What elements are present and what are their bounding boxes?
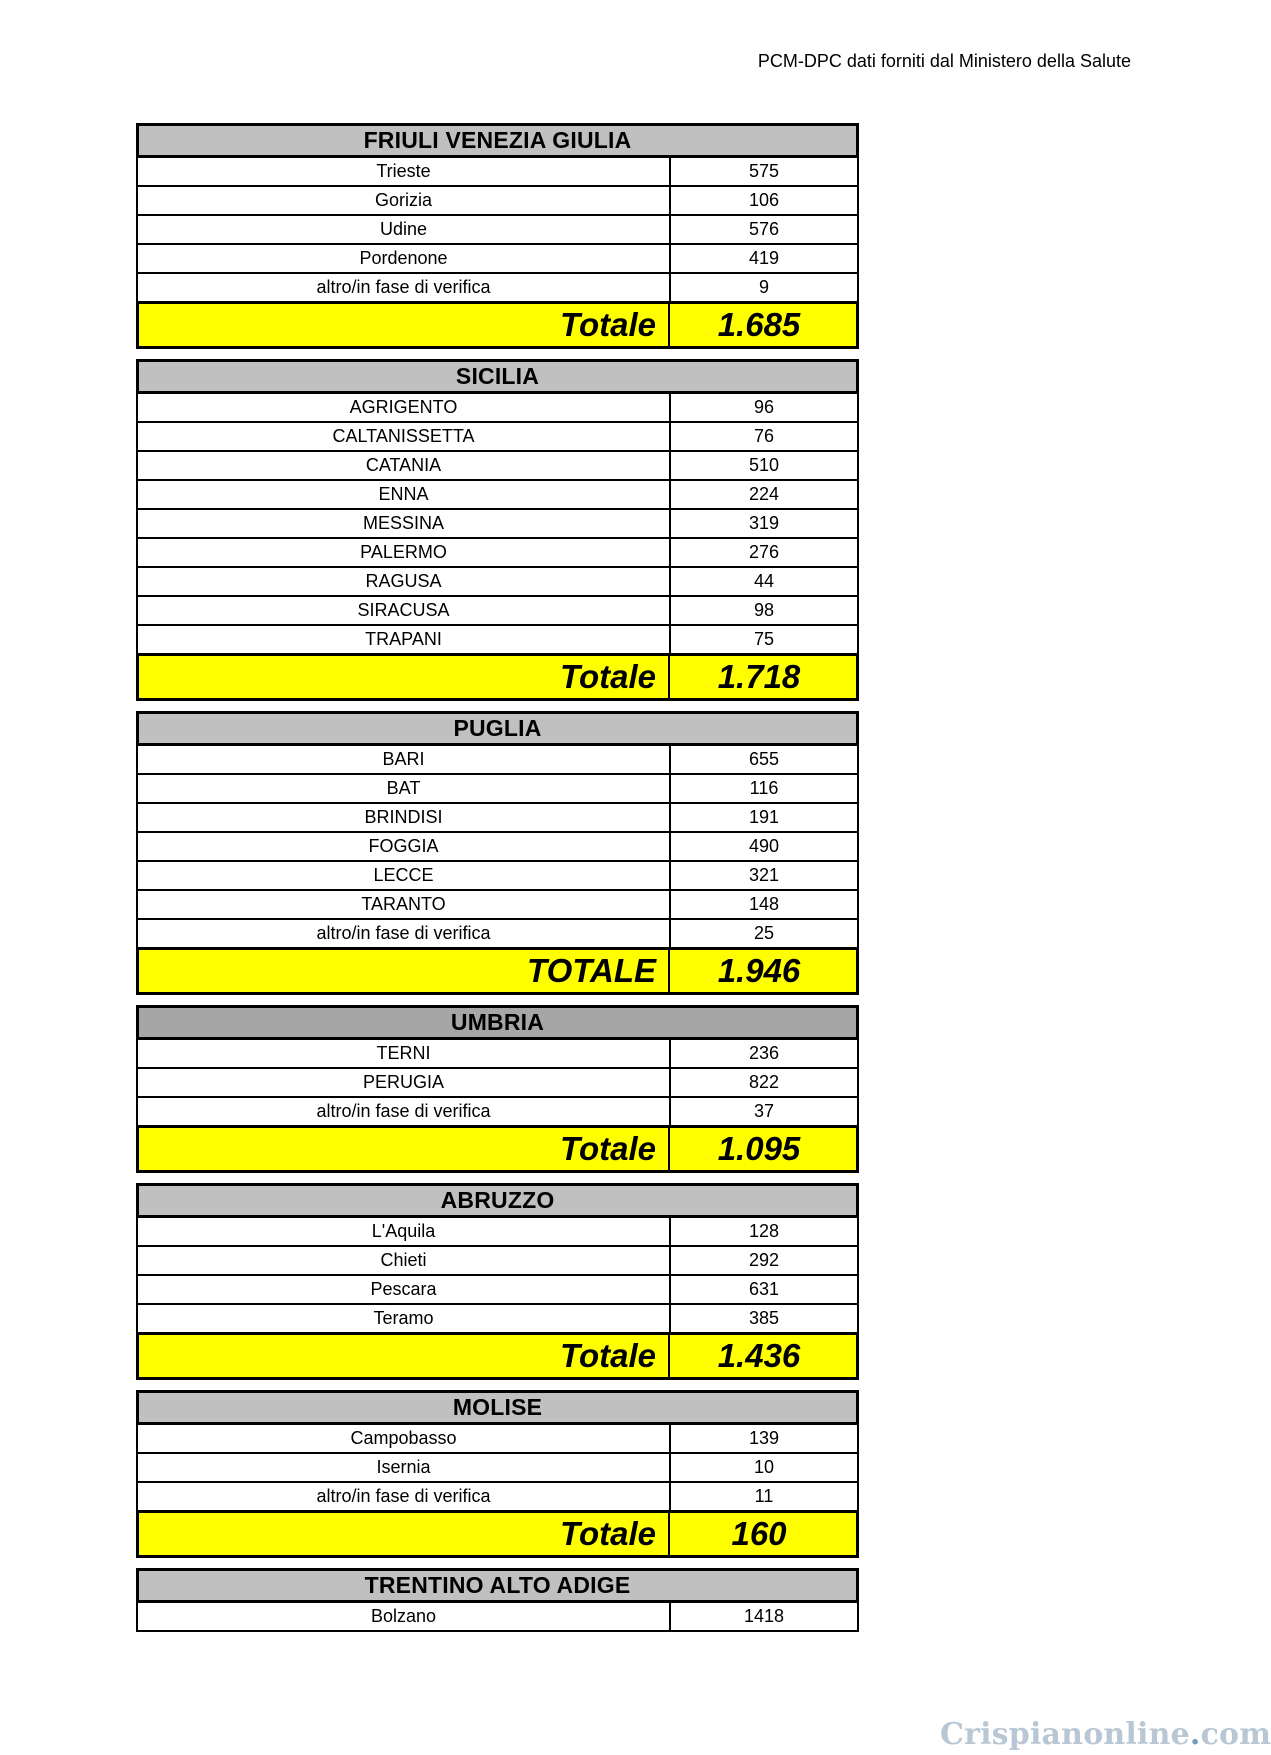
province-name: BRINDISI	[138, 804, 671, 831]
province-name: Udine	[138, 216, 671, 243]
total-value: 1.718	[717, 658, 801, 695]
province-name: Campobasso	[138, 1425, 671, 1452]
total-label: TOTALE	[139, 950, 670, 992]
region-header: FRIULI VENEZIA GIULIA	[136, 123, 859, 158]
province-name: Isernia	[138, 1454, 671, 1481]
province-name: AGRIGENTO	[138, 394, 671, 421]
table-row	[136, 216, 859, 245]
case-count: 10	[753, 1457, 775, 1477]
case-count: 96	[753, 397, 775, 417]
province-name: PERUGIA	[138, 1069, 671, 1096]
case-count: 631	[748, 1279, 780, 1299]
region-header: UMBRIA	[136, 1005, 859, 1040]
province-name: Gorizia	[138, 187, 671, 214]
case-count: 75	[753, 629, 775, 649]
table-row	[136, 775, 859, 804]
region-header: ABRUZZO	[136, 1183, 859, 1218]
table-row	[136, 1247, 859, 1276]
province-name: ENNA	[138, 481, 671, 508]
table-row	[136, 1425, 859, 1454]
total-label: Totale	[139, 656, 670, 698]
table-row	[136, 187, 859, 216]
province-name: FOGGIA	[138, 833, 671, 860]
case-count: 321	[748, 865, 780, 885]
province-name: RAGUSA	[138, 568, 671, 595]
case-count: 319	[748, 513, 780, 533]
province-name: MESSINA	[138, 510, 671, 537]
region-table	[136, 1005, 859, 1173]
case-count: 116	[749, 778, 779, 798]
province-name: Teramo	[138, 1305, 671, 1332]
table-row	[136, 1276, 859, 1305]
province-name: TARANTO	[138, 891, 671, 918]
table-row	[136, 1454, 859, 1483]
total-row	[136, 655, 859, 701]
case-count: 139	[748, 1428, 780, 1448]
case-count: 44	[753, 571, 775, 591]
province-name: L'Aquila	[138, 1218, 671, 1245]
province-name: LECCE	[138, 862, 671, 889]
province-name: Pescara	[138, 1276, 671, 1303]
case-count: 655	[748, 749, 780, 769]
province-name: Trieste	[138, 158, 671, 185]
site-watermark	[940, 1717, 1271, 1752]
province-name: BARI	[138, 746, 671, 773]
case-count: 9	[758, 277, 769, 297]
table-row	[136, 510, 859, 539]
province-name: Bolzano	[138, 1603, 671, 1630]
province-name: altro/in fase di verifica	[138, 274, 671, 301]
case-count: 419	[748, 248, 780, 268]
region-header: SICILIA	[136, 359, 859, 394]
table-row	[136, 804, 859, 833]
total-row	[136, 1127, 859, 1173]
table-row	[136, 1098, 859, 1127]
province-name: Chieti	[138, 1247, 671, 1274]
total-value: 1.685	[717, 306, 801, 343]
total-value: 1.946	[717, 952, 801, 989]
total-value: 1.436	[717, 1337, 801, 1374]
table-row	[136, 423, 859, 452]
total-label: Totale	[139, 304, 670, 346]
region-header: TRENTINO ALTO ADIGE	[136, 1568, 859, 1603]
total-row	[136, 949, 859, 995]
total-value: 160	[731, 1515, 787, 1552]
table-row	[136, 274, 859, 303]
case-count: 236	[748, 1043, 780, 1063]
total-label: Totale	[139, 1128, 670, 1170]
table-row	[136, 245, 859, 274]
total-row	[136, 303, 859, 349]
regional-cases-sheet	[136, 123, 859, 1642]
table-row	[136, 1483, 859, 1512]
table-row	[136, 891, 859, 920]
case-count: 148	[748, 894, 780, 914]
watermark-dot: .	[1189, 1717, 1201, 1752]
table-row	[136, 1305, 859, 1334]
region-table	[136, 711, 859, 995]
case-count: 276	[748, 542, 780, 562]
province-name: altro/in fase di verifica	[138, 920, 671, 947]
province-name: altro/in fase di verifica	[138, 1098, 671, 1125]
watermark-main: Crispianonline	[940, 1717, 1190, 1752]
table-row	[136, 394, 859, 423]
case-count: 490	[748, 836, 780, 856]
case-count: 576	[748, 219, 780, 239]
region-table	[136, 1183, 859, 1380]
table-row	[136, 481, 859, 510]
case-count: 822	[748, 1072, 780, 1092]
total-label: Totale	[139, 1335, 670, 1377]
province-name: altro/in fase di verifica	[138, 1483, 671, 1510]
table-row	[136, 1040, 859, 1069]
case-count: 575	[748, 161, 780, 181]
case-count: 98	[753, 600, 775, 620]
region-header: PUGLIA	[136, 711, 859, 746]
total-label: Totale	[139, 1513, 670, 1555]
region-header: MOLISE	[136, 1390, 859, 1425]
table-row	[136, 568, 859, 597]
table-row	[136, 1603, 859, 1632]
case-count: 385	[748, 1308, 780, 1328]
region-table	[136, 359, 859, 701]
province-name: SIRACUSA	[138, 597, 671, 624]
region-table	[136, 123, 859, 349]
case-count: 292	[748, 1250, 780, 1270]
case-count: 25	[753, 923, 775, 943]
source-note: PCM-DPC dati forniti dal Ministero della Salute	[757, 51, 1131, 71]
table-row	[136, 1069, 859, 1098]
case-count: 1418	[743, 1606, 785, 1626]
province-name: BAT	[138, 775, 671, 802]
total-row	[136, 1512, 859, 1558]
watermark-tld: com	[1200, 1717, 1271, 1752]
province-name: TERNI	[138, 1040, 671, 1067]
case-count: 224	[748, 484, 780, 504]
case-count: 191	[748, 807, 780, 827]
case-count: 76	[753, 426, 775, 446]
table-row	[136, 833, 859, 862]
case-count: 11	[754, 1486, 774, 1506]
table-row	[136, 597, 859, 626]
region-table	[136, 1390, 859, 1558]
case-count: 106	[748, 190, 780, 210]
table-row	[136, 1218, 859, 1247]
total-row	[136, 1334, 859, 1380]
table-row	[136, 539, 859, 568]
total-value: 1.095	[717, 1130, 801, 1167]
case-count: 128	[748, 1221, 780, 1241]
province-name: CATANIA	[138, 452, 671, 479]
province-name: TRAPANI	[138, 626, 671, 653]
table-row	[136, 862, 859, 891]
case-count: 37	[753, 1101, 775, 1121]
province-name: Pordenone	[138, 245, 671, 272]
table-row	[136, 158, 859, 187]
province-name: PALERMO	[138, 539, 671, 566]
region-table	[136, 1568, 859, 1632]
table-row	[136, 626, 859, 655]
table-row	[136, 746, 859, 775]
case-count: 510	[748, 455, 780, 475]
province-name: CALTANISSETTA	[138, 423, 671, 450]
table-row	[136, 452, 859, 481]
table-row	[136, 920, 859, 949]
